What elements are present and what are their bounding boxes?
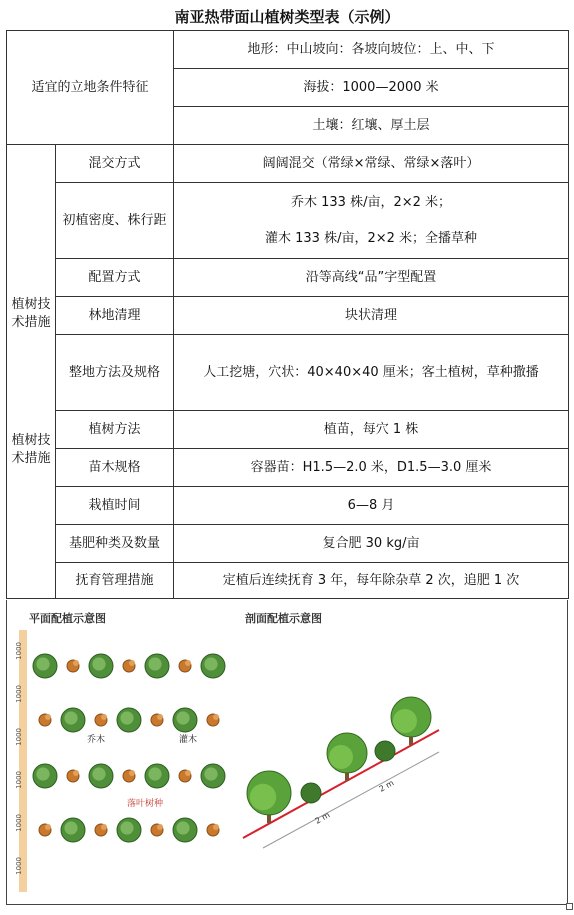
section-spacing-label: 2 m bbox=[377, 778, 396, 794]
resize-handle bbox=[566, 903, 573, 910]
tree-highlight bbox=[176, 821, 189, 834]
row-value: 植苗，每穴 1 株 bbox=[174, 411, 569, 449]
shrub-highlight bbox=[45, 824, 51, 830]
shrub-highlight bbox=[129, 660, 135, 666]
shrub-highlight bbox=[45, 714, 51, 720]
plan-diagram-title: 平面配植示意图 bbox=[29, 612, 106, 625]
tree-highlight bbox=[64, 821, 77, 834]
row-label: 植树方法 bbox=[56, 411, 174, 449]
row-label: 混交方式 bbox=[56, 145, 174, 183]
shrub-highlight bbox=[101, 714, 107, 720]
tree-highlight bbox=[204, 767, 217, 780]
tree-crown-icon bbox=[250, 784, 276, 810]
spacing-label: 1000 bbox=[15, 771, 23, 789]
tree-highlight bbox=[120, 711, 133, 724]
shrub-highlight bbox=[213, 714, 219, 720]
density-shrub: 灌木 133 株/亩，2×2 米；全播草种 bbox=[265, 230, 478, 246]
tree-highlight bbox=[36, 767, 49, 780]
shrub-highlight bbox=[129, 770, 135, 776]
section-diagram bbox=[239, 660, 449, 860]
shrub-highlight bbox=[157, 714, 163, 720]
row-label: 林地清理 bbox=[56, 297, 174, 335]
site-conditions-label: 适宜的立地条件特征 bbox=[7, 31, 174, 145]
tree-highlight bbox=[92, 657, 105, 670]
plan-shrub-label: 灌木 bbox=[179, 735, 198, 745]
planting-type-table bbox=[6, 30, 569, 599]
row-label: 苗木规格 bbox=[56, 449, 174, 487]
shrub-icon bbox=[375, 741, 395, 761]
spacing-label: 1000 bbox=[15, 642, 23, 660]
row-label: 栽植时间 bbox=[56, 487, 174, 525]
plan-diagram bbox=[9, 630, 244, 898]
measures-label-lower: 植树技术措施 bbox=[11, 432, 51, 466]
spacing-label: 1000 bbox=[15, 685, 23, 703]
row-value: 人工挖塘，穴状：40×40×40 厘米；客土植树，草种撒播 bbox=[174, 335, 569, 411]
plan-tree-label: 乔木 bbox=[87, 735, 106, 745]
tree-highlight bbox=[204, 657, 217, 670]
terrain-cell: 地形：中山坡向：各坡向坡位：上、中、下 bbox=[174, 31, 569, 69]
tree-highlight bbox=[64, 711, 77, 724]
shrub-icon bbox=[301, 783, 321, 803]
shrub-highlight bbox=[101, 824, 107, 830]
altitude-cell: 海拔：1000—2000 米 bbox=[174, 69, 569, 107]
spacing-ruler bbox=[19, 630, 27, 892]
row-value: 定植后连续抚育 3 年，每年除杂草 2 次，追肥 1 次 bbox=[174, 563, 569, 599]
row-label: 整地方法及规格 bbox=[56, 335, 174, 411]
row-value: 容器苗：H1.5—2.0 米，D1.5—3.0 厘米 bbox=[174, 449, 569, 487]
row-label: 基肥种类及数量 bbox=[56, 525, 174, 563]
row-value: 块状清理 bbox=[174, 297, 569, 335]
shrub-highlight bbox=[213, 824, 219, 830]
tree-highlight bbox=[176, 711, 189, 724]
planting-diagram bbox=[6, 600, 568, 905]
measures-label-upper: 植树技术措施 bbox=[11, 296, 51, 330]
tree-highlight bbox=[120, 821, 133, 834]
shrub-highlight bbox=[185, 660, 191, 666]
section-diagram-title: 剖面配植示意图 bbox=[245, 612, 322, 625]
page-title: 南亚热带面山植树类型表（示例） bbox=[174, 8, 400, 26]
shrub-highlight bbox=[73, 770, 79, 776]
shrub-highlight bbox=[185, 770, 191, 776]
tree-highlight bbox=[148, 657, 161, 670]
plan-deciduous-label: 落叶树种 bbox=[127, 799, 164, 809]
tree-highlight bbox=[148, 767, 161, 780]
row-label: 抚育管理措施 bbox=[56, 563, 174, 599]
row-value bbox=[174, 183, 569, 259]
row-value: 复合肥 30 kg/亩 bbox=[174, 525, 569, 563]
row-label: 配置方式 bbox=[56, 259, 174, 297]
spacing-label: 1000 bbox=[15, 857, 23, 875]
soil-cell: 土壤：红壤、厚土层 bbox=[174, 107, 569, 145]
section-spacing-label: 2 m bbox=[313, 810, 332, 826]
measures-group-label bbox=[7, 145, 56, 599]
row-value: 6—8 月 bbox=[174, 487, 569, 525]
row-value: 沿等高线“品”字型配置 bbox=[174, 259, 569, 297]
shrub-highlight bbox=[73, 660, 79, 666]
tree-highlight bbox=[36, 657, 49, 670]
density-tree: 乔木 133 株/亩，2×2 米； bbox=[291, 194, 452, 210]
tree-crown-icon bbox=[393, 709, 417, 733]
spacing-label: 1000 bbox=[15, 814, 23, 832]
row-value: 阔阔混交（常绿×常绿、常绿×落叶） bbox=[174, 145, 569, 183]
spacing-label: 1000 bbox=[15, 728, 23, 746]
tree-highlight bbox=[92, 767, 105, 780]
tree-crown-icon bbox=[329, 745, 353, 769]
shrub-highlight bbox=[157, 824, 163, 830]
row-label: 初植密度、株行距 bbox=[56, 183, 174, 259]
